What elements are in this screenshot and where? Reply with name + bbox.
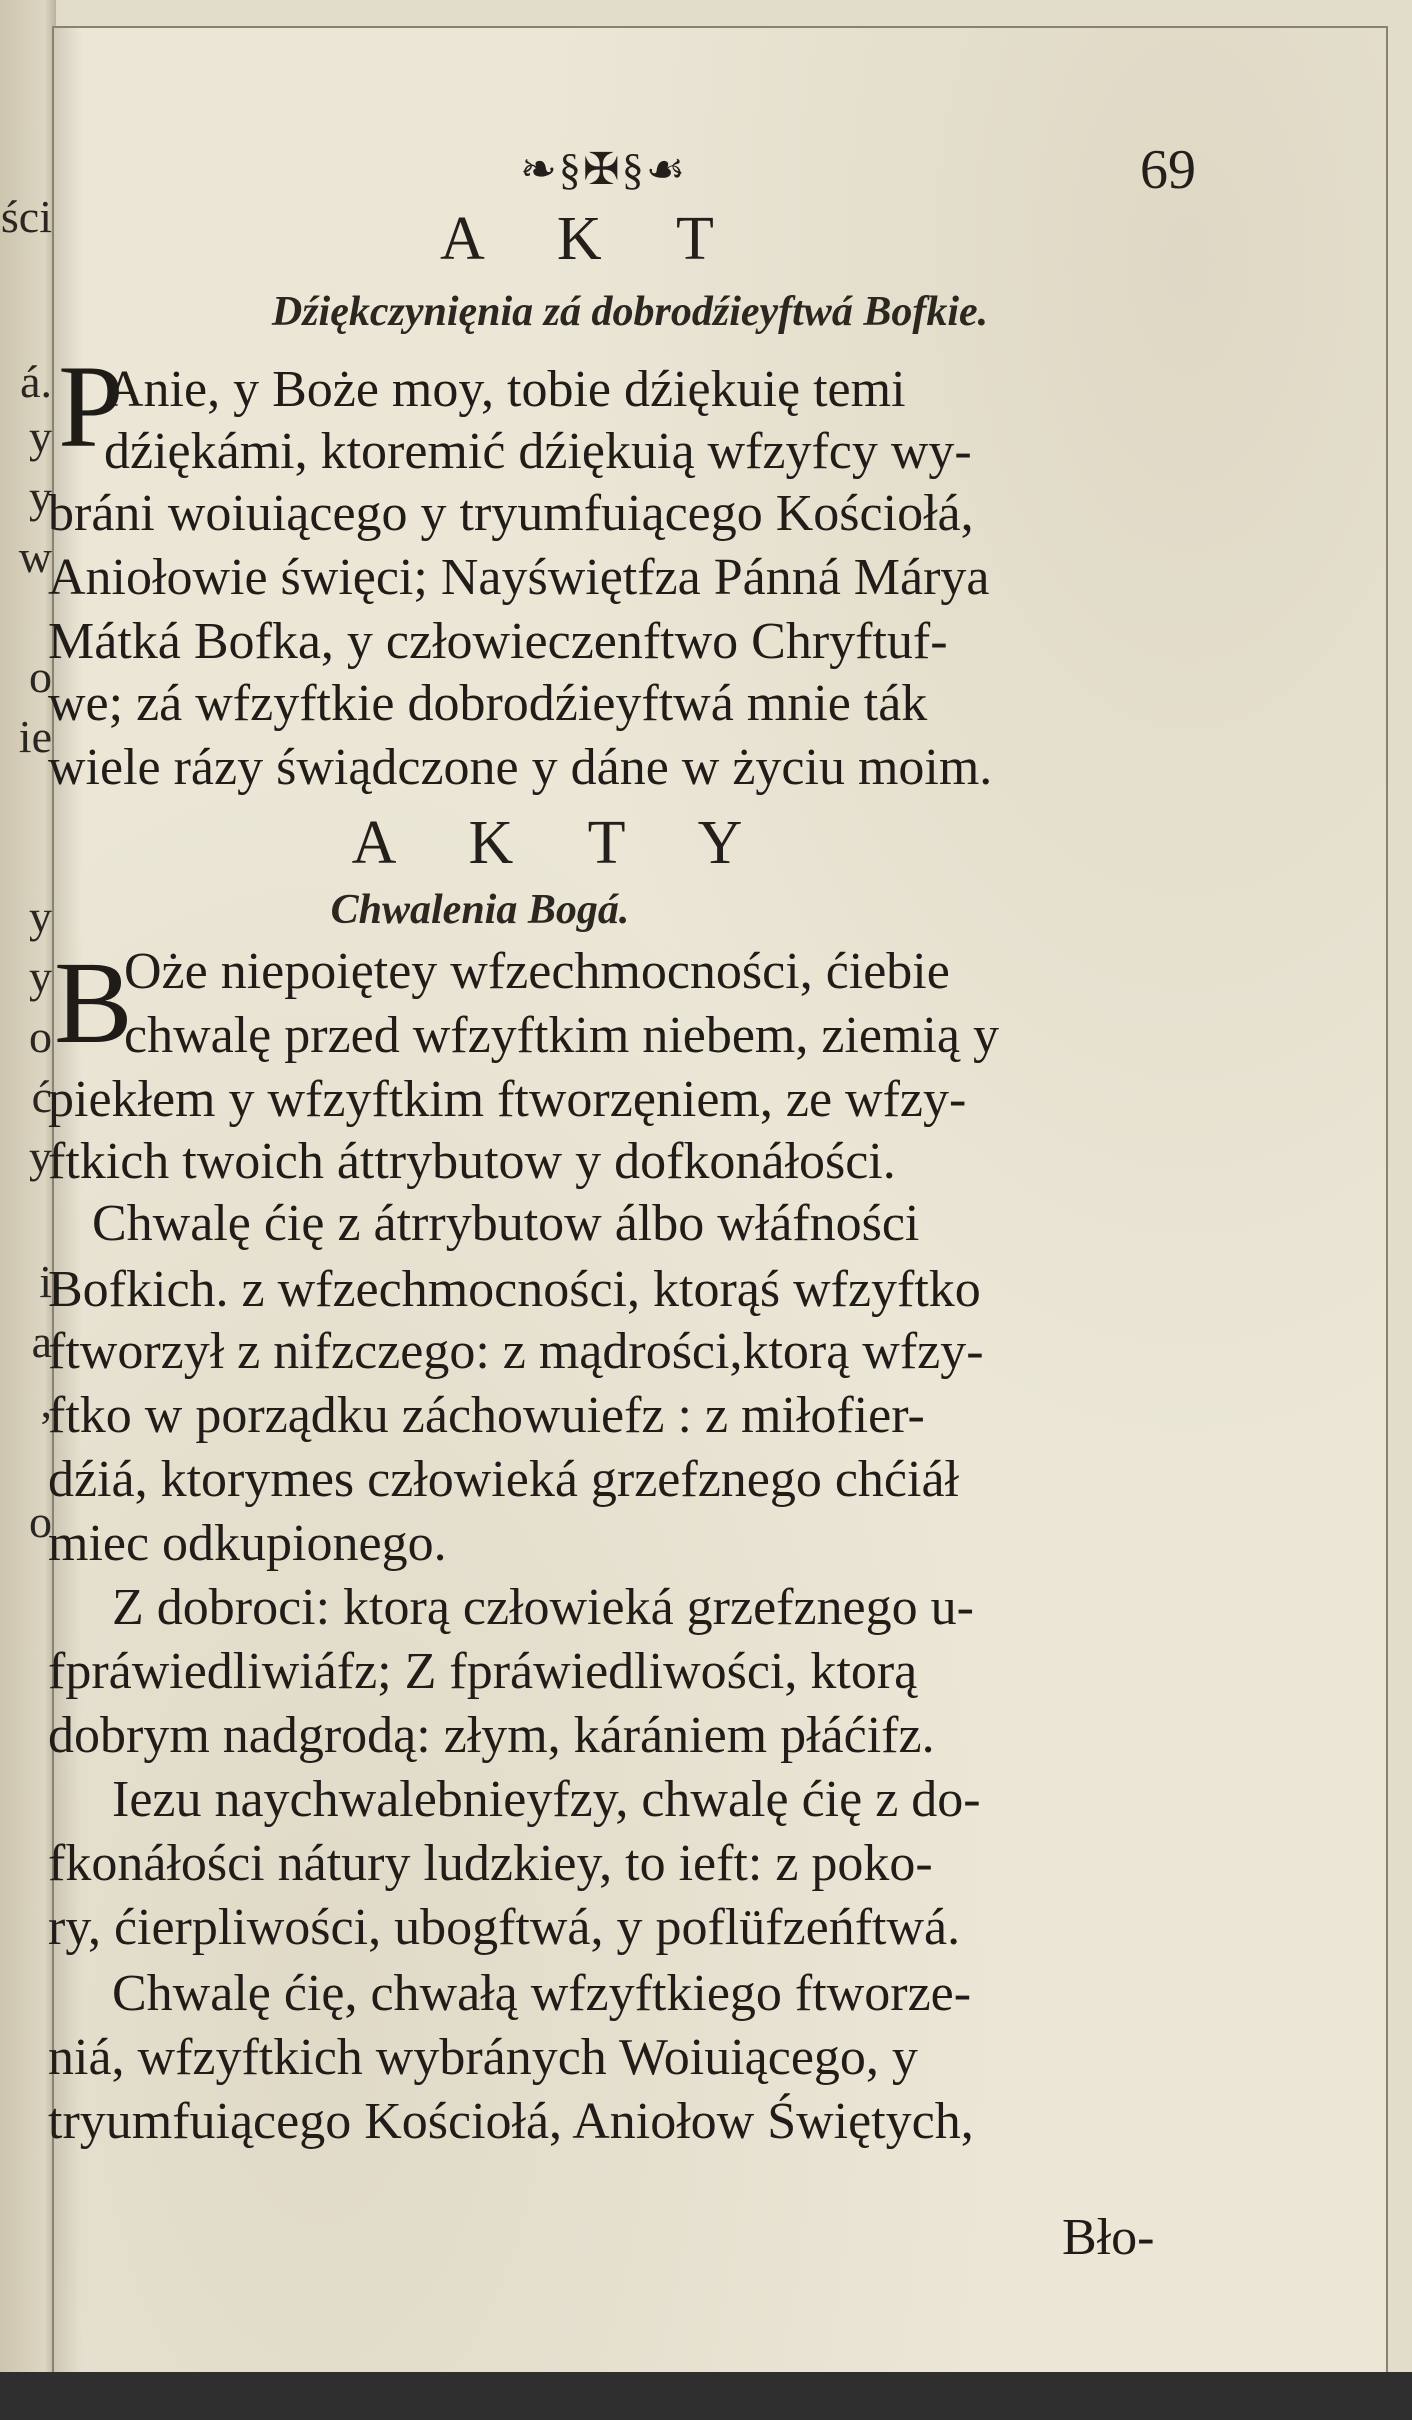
text-line: bráni woiuiącego y tryumfuiącego Kościołá, (48, 485, 974, 542)
text-line: fpráwiedliwiáfz; Z fpráwiedliwości, ktorą (48, 1643, 918, 1700)
section-subtitle: Chwalenia Bogá. (330, 887, 630, 933)
text-line: ftkich twoich áttrybutow y dofkonáłości. (48, 1133, 896, 1190)
page-number: 69 (1140, 139, 1196, 201)
text-line: we; zá wfzyftkie dobrodźieyftwá mnie ták (48, 675, 928, 732)
text-line: Oże niepoiętey wfzechmocności, ćiebie (124, 943, 950, 1000)
facing-fragment: y (29, 951, 52, 1002)
text-line: Anie, y Boże moy, tobie dźiękuię temi (106, 361, 906, 418)
facing-fragment: y (29, 471, 52, 522)
text-line: miec odkupionego. (48, 1515, 447, 1572)
text-line: ftworzył z nifzczego: z mądrości,ktorą wfzy- (48, 1323, 984, 1380)
text-line: ry, ćierpliwości, ubogftwá, y poflüfzeńftwá. (48, 1899, 961, 1956)
text-line: wiele rázy świądczone y dáne w życiu moim. (48, 739, 993, 796)
text-line: Z dobroci: ktorą człowieká grzefznego u- (112, 1579, 974, 1636)
facing-fragment: o (29, 1496, 52, 1547)
facing-fragment: á. (20, 356, 52, 407)
text-line: tryumfuiącego Kościołá, Aniołow Świętych, (48, 2093, 974, 2150)
text-line: dźiękámi, ktoremić dźiękuią wfzyfcy wy- (104, 423, 972, 480)
text-line: ftko w porządku záchowuiefz : z miłofier- (48, 1387, 925, 1444)
facing-fragment: ści (0, 191, 52, 242)
header-ornament: ❧§✠§☙ (520, 145, 688, 194)
text-line: niá, wfzyftkich wybránych Woiuiącego, y (48, 2029, 918, 2086)
catchword: Bło- (1062, 2209, 1155, 2266)
text-line: Chwalę ćię z átrrybutow álbo włáfności (92, 1195, 920, 1252)
facing-fragment: ie (18, 711, 52, 762)
facing-fragment: w (18, 531, 52, 582)
text-line: piekłem y wfzyftkim ftworzęniem, ze wfzy- (48, 1071, 967, 1128)
facing-fragment: i (39, 1256, 52, 1307)
facing-fragment: y (29, 1131, 52, 1182)
facing-fragment: y (29, 411, 52, 462)
text-line: Mátká Bofka, y człowieczenftwo Chryftuf- (48, 613, 948, 670)
text-line: Iezu naychwalebnieyfzy, chwalę ćię z do- (112, 1771, 981, 1828)
facing-fragment: a (31, 1316, 52, 1367)
facing-fragment: y (29, 891, 52, 942)
drop-cap: B (54, 937, 133, 1068)
scan-bottom-edge (0, 2372, 1412, 2420)
text-line: Bofkich. z wfzechmocności, ktorąś wfzyftko (48, 1261, 981, 1318)
text-line: fkonáłości nátury ludzkiey, to ieft: z poko- (48, 1835, 933, 1892)
facing-fragment: , (40, 1376, 52, 1427)
facing-fragment: ć (31, 1071, 52, 1122)
section-subtitle: Dźiękczynięnia zá dobrodźieyftwá Bofkie. (271, 289, 989, 335)
drop-cap: P (58, 341, 124, 472)
text-line: chwalę przed wfzyftkim niebem, ziemią y (124, 1007, 999, 1064)
text-line: Aniołowie święci; Nayświętfza Pánná Márya (48, 549, 990, 606)
section-title: A K T Y (351, 809, 773, 877)
text-line: Chwalę ćię, chwałą wfzyftkiego ftworze- (112, 1965, 972, 2022)
book-page (48, 26, 1388, 2378)
facing-fragment: o (29, 1011, 52, 1062)
text-line: dźiá, ktorymes człowieká grzefznego chćiáł (48, 1451, 959, 1508)
text-line: dobrym nadgrodą: złym, kárániem płáćifz. (48, 1707, 935, 1764)
section-title: A K T (440, 205, 744, 273)
facing-fragment: o (29, 651, 52, 702)
